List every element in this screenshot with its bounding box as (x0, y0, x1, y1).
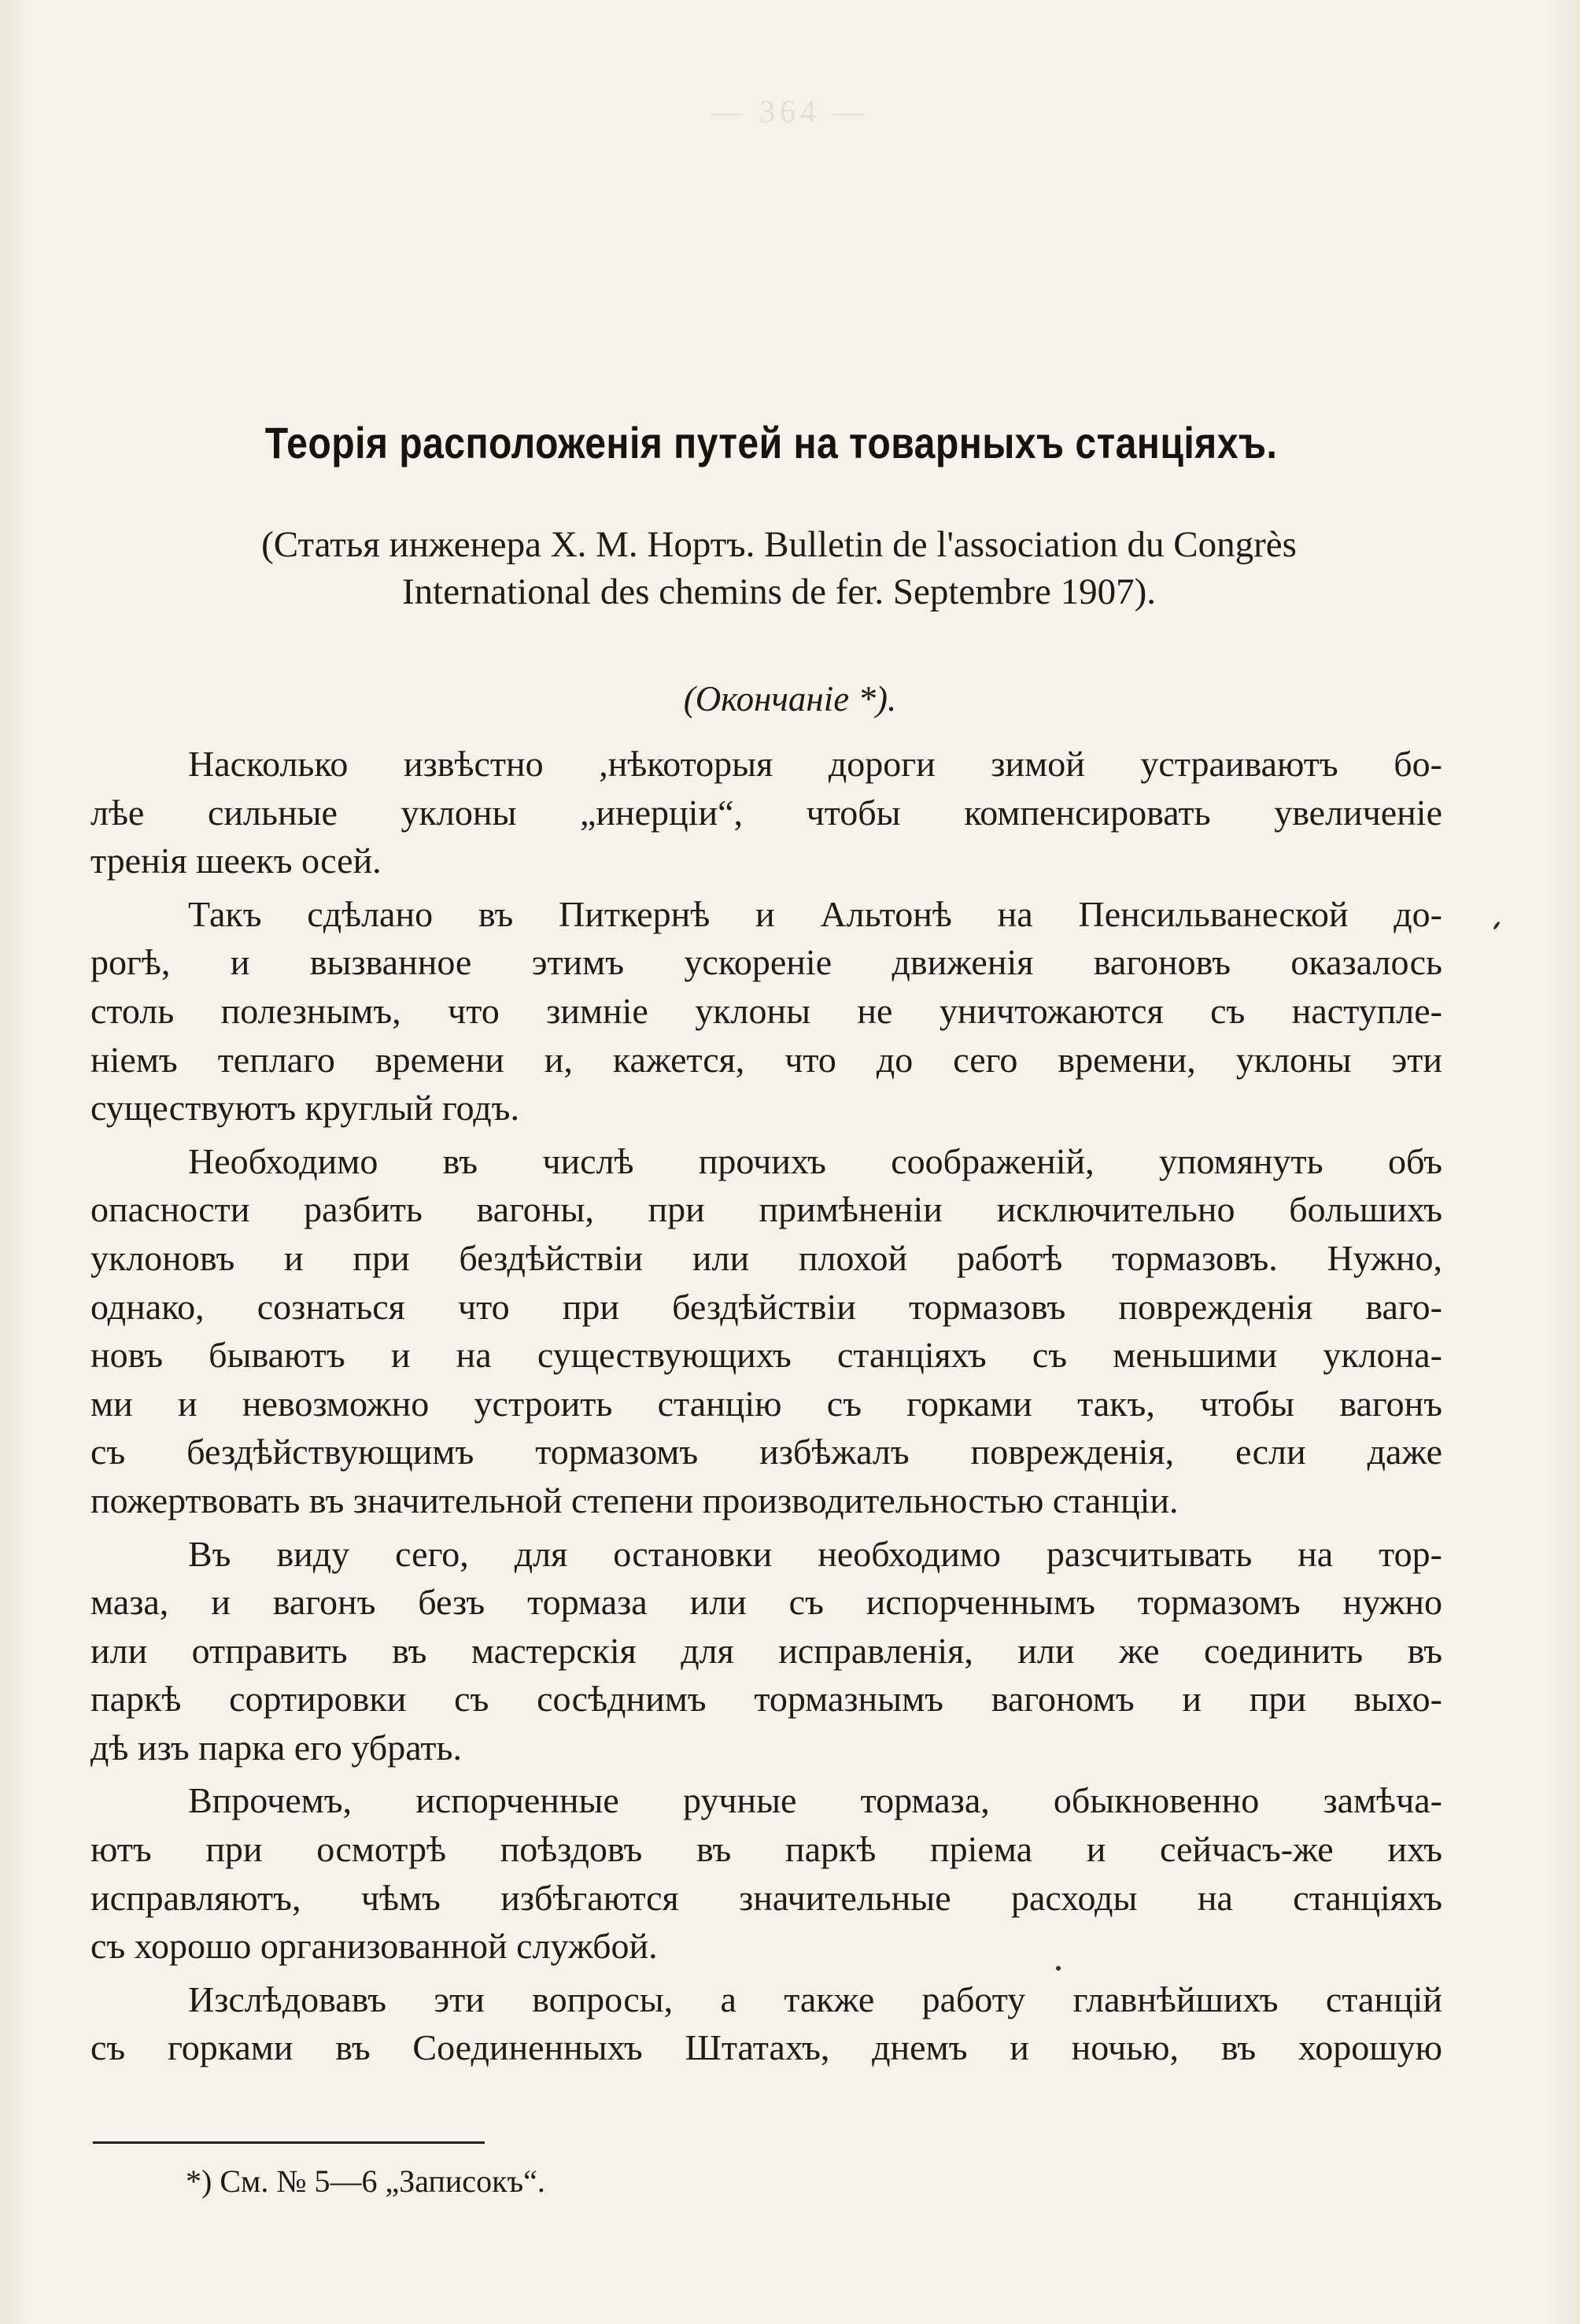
footnote: *) См. № 5—6 „Записокъ“. (186, 2163, 545, 2199)
text-line: Насколько извѣстно ,нѣкоторыя дороги зимой устраиваютъ бо- (188, 744, 1442, 784)
text-line: уклоновъ и при бездѣйствіи или плохой работѣ тормазовъ. Нужно, (90, 1237, 1442, 1278)
text-line: маза, и вагонъ безъ тормаза или съ испорченнымъ тормазомъ нужно (90, 1582, 1442, 1623)
text-line: столь полезнымъ, что зимніе уклоны не уничтожаются съ наступле- (90, 990, 1442, 1031)
text-line: ніемъ теплаго времени и, кажется, что до сего времени, уклоны эти (90, 1039, 1442, 1080)
text-line: съ горками въ Соединенныхъ Штатахъ, днемъ и ночью, въ хорошую (90, 2027, 1442, 2068)
text-line: дѣ изъ парка его убрать. (90, 1727, 463, 1768)
text-line: тренія шеекъ осей. (90, 841, 382, 881)
text-line: лѣе сильные уклоны „инерціи“, чтобы компенсировать увеличеніе (90, 792, 1442, 833)
paragraph (90, 1776, 1442, 1970)
text-line: Необходимо въ числѣ прочихъ соображеній, упомянуть объ (188, 1140, 1442, 1181)
bleed-through-page-number: — 364 — (711, 94, 869, 129)
subtitle-line: International des chemins de fer. Septembre 1907). (402, 571, 1156, 612)
text-line: существуютъ круглый годъ. (90, 1088, 519, 1129)
text-line: исправляютъ, чѣмъ избѣгаются значительные расходы на станціяхъ (90, 1877, 1442, 1918)
subtitle-line: (Статья инженера Х. М. Нортъ. Bulletin de l'association du Congrès (261, 524, 1297, 565)
footnote-separator (93, 2141, 485, 2144)
paragraph (90, 1975, 1442, 2072)
text-line: однако, сознаться что при бездѣйствіи тормазовъ поврежденія ваго- (90, 1286, 1442, 1327)
text-line: паркѣ сортировки съ сосѣднимъ тормазнымъ вагономъ и при выхо- (90, 1679, 1442, 1720)
text-line: Такъ сдѣлано въ Питкернѣ и Альтонѣ на Пенсильванеской до- (188, 893, 1442, 934)
paragraph (90, 1530, 1442, 1772)
continuation-note: (Окончаніе *). (683, 679, 897, 719)
article-title: Теорія расположенія путей на товарныхъ станціяхъ. (264, 418, 1278, 467)
text-line: опасности разбить вагоны, при примѣненіи исключительно большихъ (90, 1189, 1442, 1230)
text-line: съ бездѣйствующимъ тормазомъ избѣжалъ поврежденія, если даже (90, 1432, 1442, 1472)
paragraph (90, 740, 1442, 885)
text-line: или отправить въ мастерскія для исправленія, или же соединить въ (90, 1630, 1442, 1671)
text-line: Въ виду сего, для остановки необходимо разсчитывать на тор- (188, 1533, 1442, 1574)
print-speck (1493, 921, 1501, 930)
text-line: рогѣ, и вызванное этимъ ускореніе движенія вагоновъ оказалось (90, 942, 1442, 983)
text-line: пожертвовать въ значительной степени производительностью станціи. (90, 1480, 1179, 1520)
text-line: Изслѣдовавъ эти вопросы, а также работу главнѣйшихъ станцій (188, 1979, 1442, 2019)
paragraph (90, 890, 1442, 1132)
text-line: Впрочемъ, испорченные ручные тормаза, обыкновенно замѣча- (188, 1780, 1442, 1821)
print-speck (1056, 1966, 1061, 1971)
text-line: ютъ при осмотрѣ поѣздовъ въ паркѣ пріема и сейчасъ-же ихъ (90, 1829, 1442, 1870)
text-line: ми и невозможно устроить станцію съ горками такъ, чтобы вагонъ (90, 1383, 1442, 1424)
article-body (90, 740, 1442, 2077)
text-line: новъ бываютъ и на существующихъ станціяхъ съ меньшими уклона- (90, 1335, 1442, 1376)
article-subtitle (87, 521, 1471, 615)
text-line: съ хорошо организованной службой. (90, 1926, 658, 1967)
paragraph (90, 1137, 1442, 1525)
